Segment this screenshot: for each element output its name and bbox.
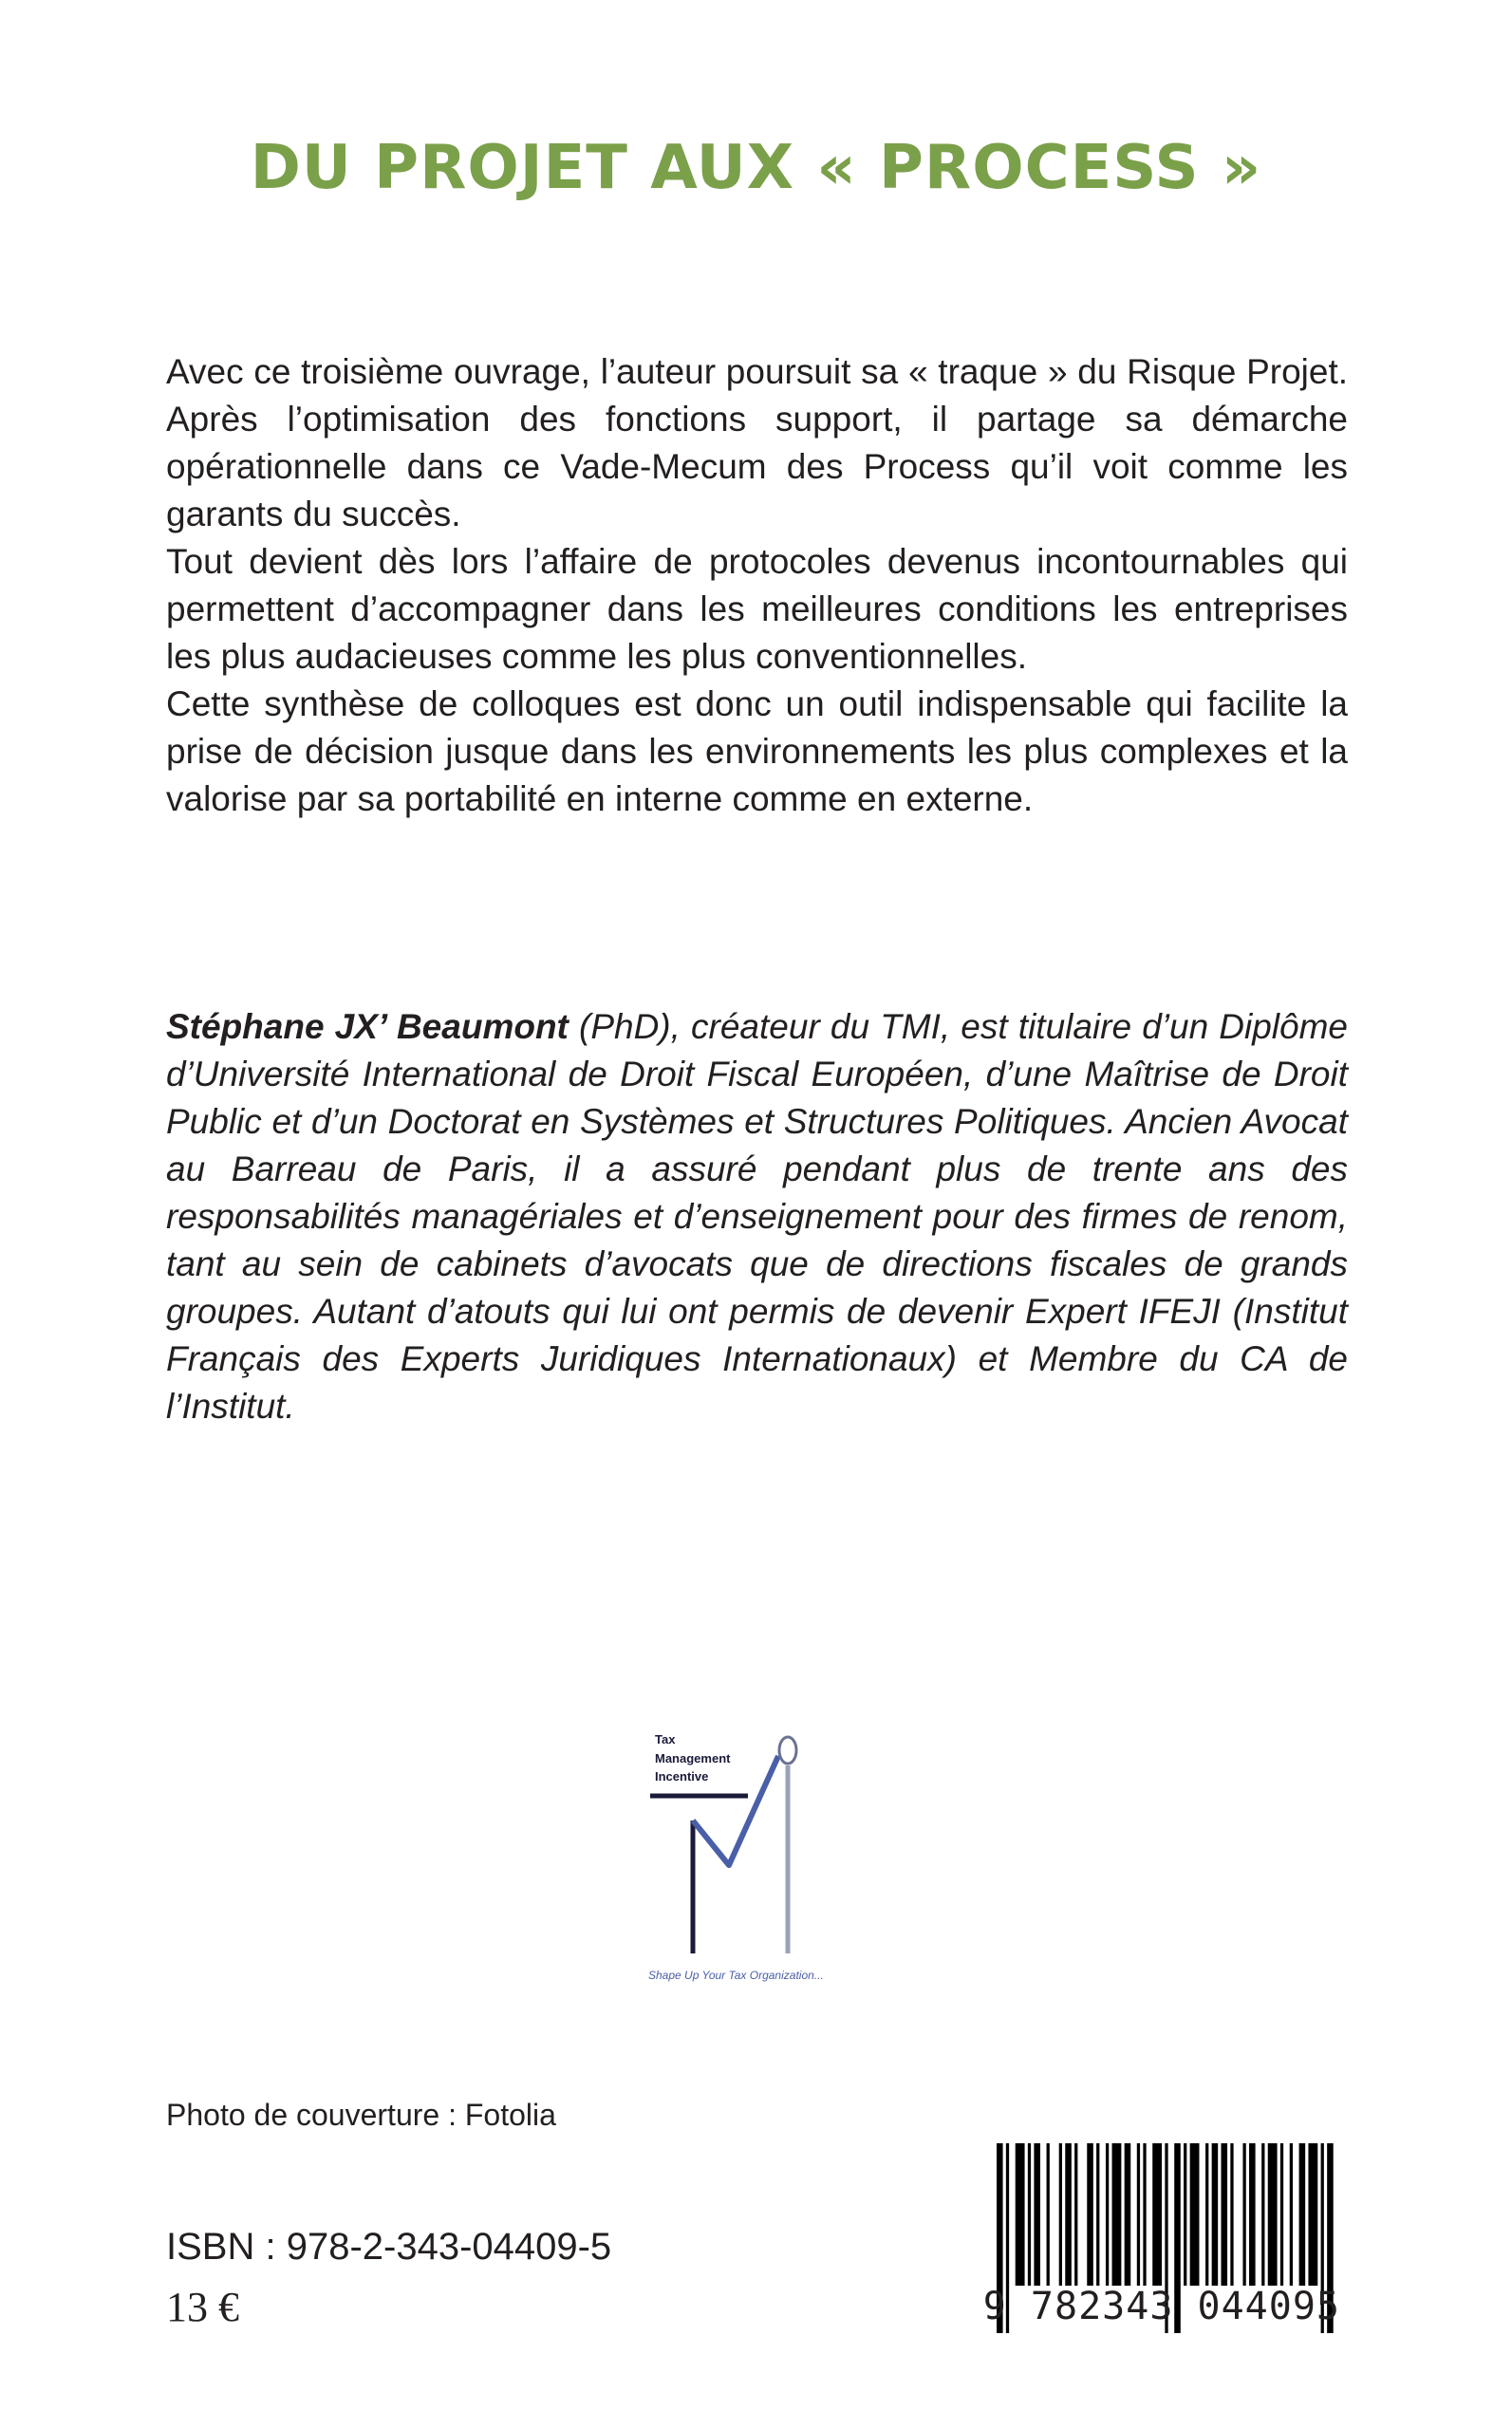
barcode-bar: [1034, 2143, 1040, 2286]
barcode-bar: [1065, 2143, 1072, 2286]
barcode-bar: [1261, 2143, 1264, 2286]
barcode-bar: [1143, 2143, 1146, 2286]
barcode-bar: [1096, 2143, 1099, 2286]
barcode-bar: [1137, 2143, 1140, 2286]
barcode-digits: 9 782343 044095: [982, 2285, 1340, 2328]
barcode-bar: [1106, 2143, 1109, 2286]
author-name: Stéphane JX’ Beaumont: [166, 1007, 569, 1046]
price: 13 €: [166, 2284, 239, 2330]
barcode-bar: [1212, 2143, 1219, 2286]
barcode-bar: [1308, 2143, 1317, 2286]
logo-tagline: Shape Up Your Tax Organization...: [648, 1969, 824, 1982]
barcode-bar: [1087, 2143, 1093, 2286]
barcode-bar: [1249, 2143, 1256, 2286]
barcode-bar: [1028, 2143, 1031, 2286]
barcode-bar: [1016, 2143, 1025, 2286]
barcode-bar: [1299, 2143, 1306, 2286]
logo-circle: [779, 1737, 796, 1764]
cover-photo-credit: Photo de couverture : Fotolia: [166, 2098, 556, 2132]
barcode-bar: [1125, 2143, 1131, 2286]
logo-text-tax: Tax: [655, 1732, 676, 1747]
barcode-bar: [1242, 2143, 1245, 2286]
barcode-bar: [1074, 2143, 1077, 2286]
description-paragraph: Cette synthèse de colloques est donc un outil indispensable qui facilite la prise de décision jusque dans les environnements les plus complexes et la valorise par sa portabilité en interne comme en externe.: [166, 684, 1348, 818]
description-paragraph: Tout devient dès lors l’affaire de protocoles devenus incontournables qui permettent d’accompagner dans les meilleures conditions les entreprises les plus audacieuses comme les plus conventionnelles.: [166, 542, 1348, 676]
barcode-bar: [1059, 2143, 1062, 2286]
barcode-bar: [1112, 2143, 1122, 2286]
logo-text-incentive: Incentive: [655, 1769, 709, 1784]
barcode-bar: [1184, 2143, 1186, 2286]
logo-text-management: Management: [655, 1751, 731, 1765]
barcode-bar: [1221, 2143, 1227, 2286]
isbn: ISBN : 978-2-343-04409-5: [166, 2226, 612, 2268]
book-title: DU PROJET AUX « PROCESS »: [250, 133, 1262, 203]
author-bio: [166, 1003, 1348, 1430]
barcode-bar: [1152, 2143, 1162, 2286]
tmi-logo: [645, 1728, 873, 2022]
barcode-bar: [1290, 2143, 1293, 2286]
barcode-bar: [1280, 2143, 1283, 2286]
author-bio-paragraph: [166, 1003, 1348, 1430]
barcode-bar: [1230, 2143, 1233, 2286]
description-paragraph: Avec ce troisième ouvrage, l’auteur poursuit sa « traque » du Risque Projet. Après l’optimisation des fonctions support, il partage sa démarche opérationnelle dans ce Vade-Mecum des Process qu’il voit comme les garants du succès.: [166, 352, 1348, 533]
barcode-bar: [1205, 2143, 1208, 2286]
author-bio-text: (PhD), créateur du TMI, est titulaire d’un Diplôme d’Université International de Droit Fiscal Européen, d’une Maîtrise de Droit Public et d’un Doctorat en Systèmes et Structures Politiques. Ancien Avocat au Barreau de Paris, il a assuré pendant plus de trente ans des responsabilités managériales et d’enseignement pour des firmes de renom, tant au sein de cabinets d’avocats que de directions fiscales de grands groupes. Autant d’atouts qui lui ont permis de devenir Expert IFEJI (Institut Français des Experts Juridiques Internationaux) et Membre du CA de l’Institut.: [166, 1007, 1348, 1426]
barcode-bar: [1190, 2143, 1200, 2286]
barcode-bar: [1047, 2143, 1050, 2286]
book-description: [166, 348, 1348, 823]
barcode-bar: [1268, 2143, 1278, 2286]
